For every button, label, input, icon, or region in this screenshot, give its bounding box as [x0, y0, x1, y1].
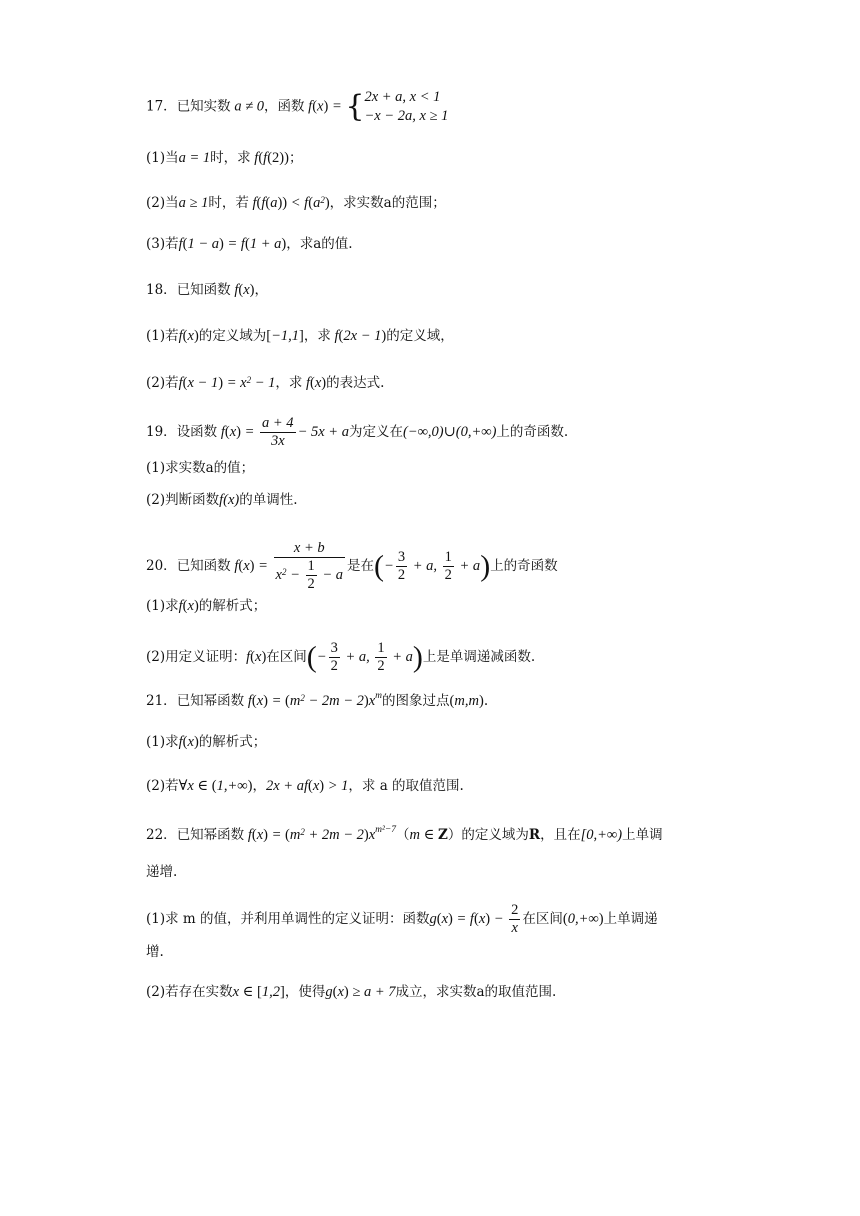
q20-mid: 是在: [347, 558, 375, 574]
q17-p2-expr: $f(f(a)) < f(a^2)$: [248, 195, 330, 211]
q22-interval: [0,+∞): [580, 827, 623, 843]
q21-p1-a: (1)求: [146, 734, 179, 750]
q20-p1-b: 的解析式；: [198, 598, 267, 614]
q21-p1-fx: f(x): [178, 734, 199, 750]
q22-paren: （m ∈ Z）: [396, 827, 462, 843]
q17-fx: f(x) =: [304, 98, 346, 115]
q21-stem: [146, 686, 750, 711]
q20-p2-mid: 在区间: [266, 648, 307, 665]
q21-p2-a: (2)若: [146, 778, 179, 794]
brace: {: [345, 89, 365, 124]
q18-stem: [146, 280, 750, 300]
q20-p1-a: (1)求: [146, 598, 179, 614]
q21-expr: $f(x) = (m^2 - 2m - 2)x^m$: [244, 691, 383, 709]
q19-frac-num: a + 4: [262, 415, 294, 431]
q22-mid2: ，且在: [540, 827, 581, 843]
question-number: 20．: [146, 558, 177, 574]
question-number: 21．: [146, 693, 177, 709]
q17-p1-end: ；: [288, 150, 303, 166]
q21-end: .: [483, 693, 489, 709]
q21-text: 已知幂函数: [176, 693, 245, 709]
q17-p1-mid: 时，求: [210, 150, 251, 166]
q17-p1-expr: f(f(2)): [250, 150, 289, 166]
question-number: 19．: [146, 424, 177, 440]
q20-frac-den: $x^2$ − $\frac{1}{2}$ − a: [275, 558, 344, 592]
q21-p1-b: 的解析式；: [198, 734, 267, 750]
q20-frac-num: x + b: [274, 540, 346, 558]
question-number: 17．: [146, 98, 177, 115]
q19-end: 上的奇函数.: [496, 424, 569, 440]
part-label: (1)当: [146, 150, 179, 166]
q19-p2-b: 的单调性.: [239, 492, 298, 508]
q22-stem: [146, 820, 750, 845]
part-label: (2)若: [146, 375, 179, 391]
q17-part3: [146, 234, 750, 254]
q20-part1: [146, 596, 750, 616]
part-label: (2)当: [146, 195, 179, 211]
q17-p3-expr: f(1 − a) = f(1 + a): [178, 236, 287, 252]
q20-p1-fx: f(x): [178, 598, 199, 614]
q21-mid: 的图象过点: [382, 693, 450, 709]
q18-p1-end: 的定义域，: [386, 328, 454, 344]
q17-text: 已知实数: [176, 98, 231, 115]
q20-fx: f(x) =: [230, 558, 272, 574]
q22-mid: 的定义域为: [461, 827, 529, 843]
q18-p2-expr: $f(x - 1) = x^2 - 1$: [178, 375, 276, 391]
q18-p2-mid: ，求: [275, 375, 303, 391]
q19-fx: f(x) =: [217, 424, 259, 440]
q20-stem: [146, 540, 750, 593]
question-number: 18．: [146, 282, 177, 298]
part-label: (1)若: [146, 328, 179, 344]
q22-p2-a: (2)若存在实数: [146, 984, 233, 1000]
q22-R: R: [528, 827, 541, 843]
q20-p2-interval: (− $\frac{3}{2}$ + a, $\frac{1}{2}$ + a): [306, 640, 423, 674]
q17-text-b: ，函数: [264, 98, 305, 115]
q18-p2-end: 的表达式.: [326, 375, 385, 391]
q22-part2: [146, 982, 750, 1002]
q22-p1-end: 上单调递: [603, 910, 658, 927]
q19-domain: (−∞,0)∪(0,+∞): [402, 424, 497, 440]
q19-frac: [260, 415, 296, 450]
q17-stem: [146, 88, 750, 126]
q19-p2-a: (2)判断函数: [146, 492, 220, 508]
q18-text: 已知函数: [176, 282, 231, 298]
q20-p2-end: 上是单调递减函数.: [422, 648, 536, 665]
q22-p2-cond: x ∈ [1,2]: [232, 984, 285, 1000]
q18-p1-fx: f(x): [178, 328, 199, 344]
q22-p2-ineq: g(x) ≥ a + 7: [325, 984, 396, 1000]
q20-end: 上的奇函数: [490, 558, 558, 574]
q22-p1-mid: 在区间: [522, 910, 563, 927]
q22-p1-interval: (0,+∞): [562, 910, 604, 927]
q19-text: 设函数: [176, 424, 218, 440]
q17-cases: [364, 88, 448, 126]
q22-stem-line2: 递增.: [146, 864, 178, 880]
q18-part2: [146, 370, 750, 393]
q22-text: 已知幂函数: [176, 827, 245, 843]
q17-p2-mid: 时，若: [208, 195, 249, 211]
q21-part1: [146, 732, 750, 752]
q20-p2-a: (2)用定义证明：: [146, 648, 247, 665]
q19-part1: (1)求实数a的值；: [146, 460, 255, 476]
q17-p2-cond: a ≥ 1: [178, 195, 209, 211]
q17-p1-cond: a = 1: [178, 150, 211, 166]
q18-part1: [146, 326, 750, 346]
q19-rest: − 5x + a: [297, 424, 349, 440]
q18-p2-fx: f(x): [302, 375, 327, 391]
q17-case1: 2x + a, x < 1: [364, 89, 441, 105]
q18-p1-mid2: ，求: [303, 328, 331, 344]
q19-stem: [146, 415, 750, 450]
q20-frac: [274, 540, 346, 593]
q21-p2-cond: ∀x ∈ (1,+∞): [178, 778, 253, 794]
part-label: (3)若: [146, 236, 179, 252]
q22-p1-expr: g(x) = f(x) − $\frac{2}{x}$: [429, 902, 519, 936]
q17-cond: a ≠ 0: [230, 98, 265, 115]
q22-part1-line2: 增.: [146, 944, 164, 960]
q18-p1-dom: [−1,1]: [266, 328, 304, 344]
q20-p2-fx: f(x): [246, 648, 267, 665]
q18-end: ，: [254, 282, 268, 298]
q18-p1-mid: 的定义域为: [198, 328, 267, 344]
q20-text: 已知函数: [176, 558, 231, 574]
q19-frac-den: 3x: [270, 433, 285, 449]
q19-mid: 为定义在: [348, 424, 403, 440]
q21-part2: [146, 776, 750, 796]
q22-expr: $f(x) = (m^2 + 2m - 2)x^{m^2-7}$: [244, 825, 397, 843]
q22-p2-mid: ，使得: [284, 984, 326, 1000]
q22-part1: [146, 902, 750, 937]
q22-p1-a: (1)求 m 的值，并利用单调性的定义证明：函数: [146, 910, 430, 927]
q22-end: 上单调: [622, 827, 663, 843]
q17-p3-end: ，求a的值.: [286, 236, 353, 252]
q17-case2: −x − 2a, x ≥ 1: [364, 108, 449, 124]
q17-p2-end: ，求实数a的范围；: [329, 195, 446, 211]
q19-part2: [146, 490, 750, 510]
q17-part1: [146, 148, 750, 168]
question-number: 22．: [146, 827, 177, 843]
q17-part2: [146, 190, 750, 213]
q18-fx: f(x): [230, 282, 255, 298]
q20-interval: (− $\frac{3}{2}$ + a, $\frac{1}{2}$ + a): [374, 549, 491, 584]
q22-p2-end: 成立，求实数a的取值范围.: [395, 984, 557, 1000]
q21-p2-end: ，求 a 的取值范围.: [348, 778, 464, 794]
q21-p2-ineq: 2x + af(x) > 1: [265, 778, 349, 794]
q18-p1-expr: f(2x − 1): [330, 328, 387, 344]
q21-p2-sep: ，: [252, 778, 266, 794]
q20-part2: [146, 640, 750, 675]
q19-p2-fx: f(x): [219, 492, 240, 508]
q21-point: (m,m): [449, 693, 484, 709]
